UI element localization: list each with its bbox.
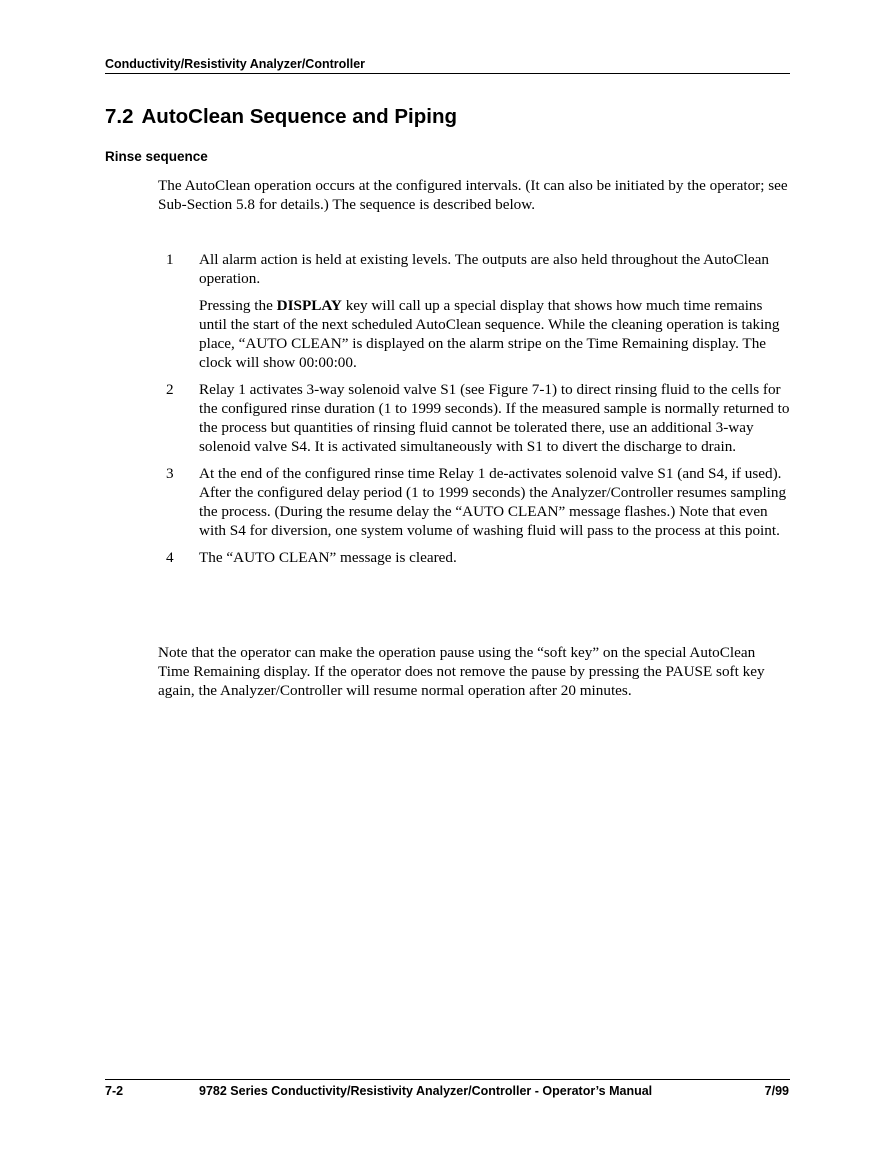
page-footer: [105, 1079, 790, 1102]
step-subparagraph: [199, 296, 790, 372]
manual-title: 9782 Series Conductivity/Resistivity Analyzer/Controller - Operator’s Manual: [199, 1084, 653, 1098]
step-text: Relay 1 activates 3-way solenoid valve S1 (see Figure 7-1) to direct rinsing fluid to the cells for the configured rinse duration (1 to 1999 seconds). If the measured sample is normally returned to the process but quantities of rinsing fluid cannot be tolerated there, use an additional 3-way solenoid valve S4. It is activated simultaneously with S1 to divert the discharge to drain.: [199, 381, 790, 455]
subsection-heading: Rinse sequence: [105, 149, 208, 164]
section-title: [105, 105, 457, 129]
step-sub-text-pre: Pressing the: [199, 297, 277, 314]
list-item: [158, 250, 790, 372]
section-title-text: AutoClean Sequence and Piping: [141, 105, 458, 128]
revision-date: 7/99: [764, 1084, 789, 1098]
list-item: [158, 380, 790, 456]
step-text: At the end of the configured rinse time Relay 1 de-activates solenoid valve S1 (and S4, if used). After the configured delay period (1 to 1999 seconds) the Analyzer/Controller resumes sampling the process. (During the resume delay the “AUTO CLEAN” message flashes.) Note that even with S4 for diversion, one system volume of washing fluid will pass to the process at this point.: [199, 465, 787, 539]
step-text: The “AUTO CLEAN” message is cleared.: [199, 549, 457, 566]
step-number: 2: [166, 381, 174, 398]
sequence-steps-list: [158, 250, 790, 575]
step-text: All alarm action is held at existing levels. The outputs are also held throughout the AutoClean operation.: [199, 251, 769, 287]
list-item: [158, 548, 790, 567]
step-number: 1: [166, 251, 174, 268]
step-sub-text-post: key will call up a special display that shows how much time remains until the start of the next scheduled AutoClean sequence. While the cleaning operation is taking place, “AUTO CLEAN” is displayed on the alarm stripe on the Time Remaining display. The clock will show 00:00:00.: [199, 297, 780, 371]
step-number: 4: [166, 549, 174, 566]
running-header-title: Conductivity/Resistivity Analyzer/Controller: [105, 57, 366, 71]
section-number: 7.2: [105, 105, 134, 128]
intro-paragraph: The AutoClean operation occurs at the configured intervals. (It can also be initiated by the operator; see Sub-Section 5.8 for details.) The sequence is described below.: [158, 177, 788, 213]
list-item: [158, 464, 790, 540]
running-header: [105, 57, 790, 74]
page-number: 7-2: [105, 1084, 124, 1098]
display-key-label: DISPLAY: [276, 297, 342, 314]
step-number: 3: [166, 465, 174, 482]
note-paragraph: Note that the operator can make the operation pause using the “soft key” on the special AutoClean Time Remaining display. If the operator does not remove the pause by pressing the PAUSE soft key again, the Analyzer/Controller will resume normal operation after 20 minutes.: [158, 644, 765, 699]
